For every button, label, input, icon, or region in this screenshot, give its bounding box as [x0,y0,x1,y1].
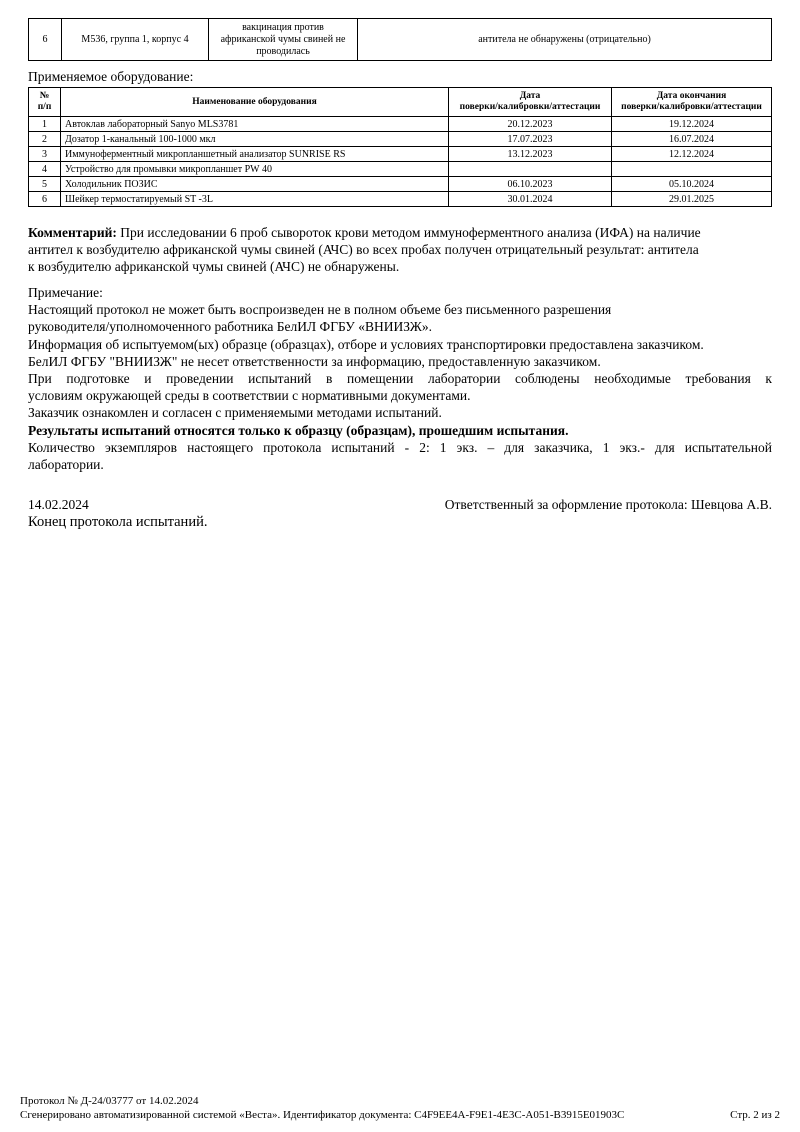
vaccination-line: проводилась [256,45,310,57]
equipment-table [28,87,772,207]
equipment-date-end: 16.07.2024 [612,132,772,147]
equipment-date-end: 05.10.2024 [612,177,772,192]
table-row [29,147,772,162]
equipment-date-end: 19.12.2024 [612,117,772,132]
responsible-person: Ответственный за оформление протокола: Шевцова А.В. [444,497,772,512]
protocol-date: 14.02.2024 [28,497,89,512]
equipment-date-check: 06.10.2023 [449,177,612,192]
col-header-date-check [449,88,612,117]
equipment-date-check: 30.01.2024 [449,192,612,207]
copies-line: лаборатории. [28,457,104,473]
test-result: антитела не обнаружены (отрицательно) [358,19,772,61]
equipment-date-check: 17.07.2023 [449,132,612,147]
header-line: п/п [37,102,52,112]
col-header-num [29,88,61,117]
table-header-row [29,88,772,117]
note-block [28,284,772,473]
equipment-date-end: 29.01.2025 [612,192,772,207]
table-row [29,19,772,61]
equipment-name: Устройство для промывки микропланшет PW 40 [61,162,449,177]
header-line: № [39,91,50,101]
equipment-name: Холодильник ПОЗИС [61,177,449,192]
results-table-tail [28,18,772,61]
header-line: поверки/калибровки/аттестации [459,102,601,112]
row-number: 6 [29,19,62,61]
note-line: БелИЛ ФГБУ "ВНИИЗЖ" не несет ответственности за информацию, предоставленную заказчиком. [28,353,601,369]
table-row [29,117,772,132]
equipment-num: 2 [29,132,61,147]
header-line: поверки/калибровки/аттестации [621,102,762,112]
note-line: руководителя/уполномоченного работника БелИЛ ФГБУ «ВНИИЗЖ». [28,319,433,335]
equipment-num: 6 [29,192,61,207]
note-line: Заказчик ознакомлен и согласен с применяемыми методами испытаний. [28,405,442,421]
note-line: При подготовке и проведении испытаний в помещении лаборатории соблюдены необходимые требования к [28,371,772,387]
comment-line: к возбудителю африканской чумы свиней (АЧС) не обнаружены. [28,259,400,275]
results-scope-note: Результаты испытаний относятся только к образцу (образцам), прошедшим испытания. [28,422,569,438]
copies-line: Количество экземпляров настоящего протокола испытаний - 2: 1 экз. – для заказчика, 1 экз.- для испытательной [28,439,772,455]
equipment-date-end: 12.12.2024 [612,147,772,162]
comment-line: антител к возбудителю африканской чумы свиней (АЧС) во всех пробах получен отрицательный результат: антитела [28,242,699,258]
equipment-num: 1 [29,117,61,132]
note-line: Настоящий протокол не может быть воспроизведен не в полном объеме без письменного разрешения [28,302,612,318]
vaccination-line: вакцинация против [242,21,324,33]
equipment-num: 4 [29,162,61,177]
vaccination-line: африканской чумы свиней не [220,33,346,45]
vaccination-status [209,19,358,61]
protocol-end: Конец протокола испытаний. [28,514,208,530]
table-row [29,162,772,177]
equipment-date-check [449,162,612,177]
note-heading: Примечание: [28,285,103,300]
equipment-name: Шейкер термостатируемый ST -3L [61,192,449,207]
note-line: условиям окружающей среды в соответствии с нормативными документами. [28,388,471,404]
equipment-table-body [29,117,772,207]
equipment-heading: Применяемое оборудование: [28,69,194,84]
footer-page-number: Стр. 2 из 2 [730,1109,780,1121]
comment-label: Комментарий: [28,225,117,240]
footer-protocol-number: Протокол № Д-24/03777 от 14.02.2024 [20,1095,199,1107]
table-row [29,177,772,192]
equipment-date-end [612,162,772,177]
comment-line [28,224,772,241]
comment-block [28,224,772,276]
equipment-num: 5 [29,177,61,192]
sample-location: М536, группа 1, корпус 4 [62,19,209,61]
equipment-num: 3 [29,147,61,162]
table-row [29,132,772,147]
equipment-date-check: 13.12.2023 [449,147,612,162]
equipment-name: Дозатор 1-канальный 100-1000 мкл [61,132,449,147]
equipment-name: Иммуноферментный микропланшетный анализатор SUNRISE RS [61,147,449,162]
col-header-name: Наименование оборудования [61,88,449,117]
equipment-date-check: 20.12.2023 [449,117,612,132]
footer-generated-info: Сгенерировано автоматизированной системой «Веста». Идентификатор документа: C4F9EE4A-F9E1-4E3C-A051-B3915E01903C [20,1109,625,1121]
header-line: Дата [519,91,541,101]
note-line: Информация об испытуемом(ых) образце (образцах), отборе и условиях транспортировки предоставлена заказчиком. [28,336,704,352]
equipment-name: Автоклав лабораторный Sanyo MLS3781 [61,117,449,132]
comment-text: При исследовании 6 проб сывороток крови методом иммуноферментного анализа (ИФА) на наличие [116,225,701,240]
table-row [29,192,772,207]
header-line: Дата окончания [656,91,727,101]
col-header-date-end [612,88,772,117]
